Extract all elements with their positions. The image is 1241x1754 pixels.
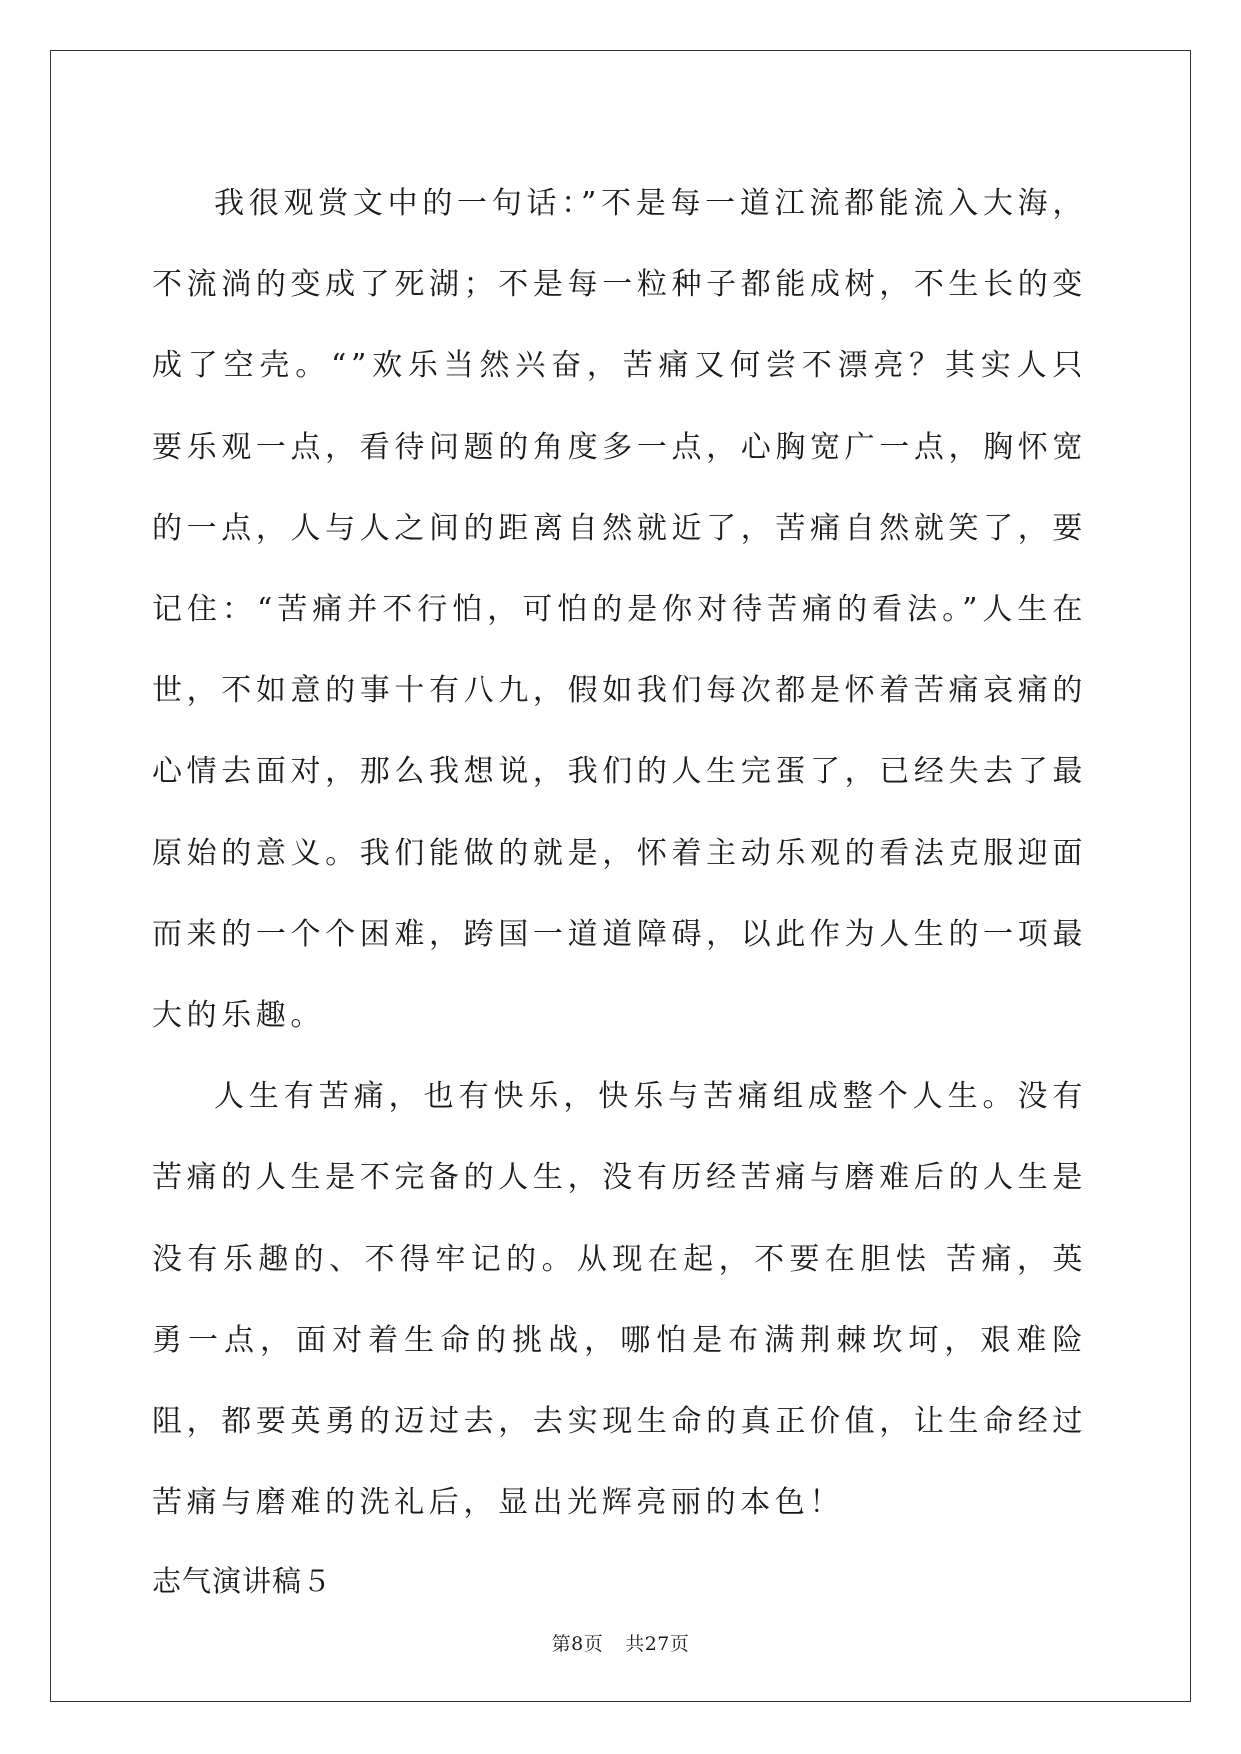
paragraph-2: 人生有苦痛，也有快乐，快乐与苦痛组成整个人生。没有苦痛的人生是不完备的人生，没有历经苦痛与磨难后的人生是没有乐趣的、不得牢记的。从现在起，不要在胆怯 苦痛，英勇一点，面对着生命的挑战，哪怕是布满荆棘坎坷，艰难险阻，都要英勇的迈过去，去实现生命的真正价值，让生命经过苦痛与磨难的洗礼后，显出光辉亮丽的本色！ <box>152 1079 1087 1521</box>
section-heading: 志气演讲稿５ <box>152 1564 333 1599</box>
document-body <box>152 163 1087 1611</box>
page-number: 第8页 <box>551 1633 604 1655</box>
page-footer <box>0 1632 1241 1656</box>
paragraph-1: 我很观赏文中的一句话：”不是每一道江流都能流入大海，不流淌的变成了死湖；不是每一粒种子都能成树，不生长的变成了空壳。“”欢乐当然兴奋，苦痛又何尝不漂亮？其实人只要乐观一点，看待问题的角度多一点，心胸宽广一点，胸怀宽的一点，人与人之间的距离自然就近了，苦痛自然就笑了，要记住：“苦痛并不行怕，可怕的是你对待苦痛的看法。”人生在世，不如意的事十有八九，假如我们每次都是怀着苦痛哀痛的心情去面对，那么我想说，我们的人生完蛋了，已经失去了最原始的意义。我们能做的就是，怀着主动乐观的看法克服迎面而来的一个个困难，跨国一道道障碍，以此作为人生的一项最大的乐趣。 <box>152 186 1087 1034</box>
page-total: 共27页 <box>625 1633 690 1655</box>
